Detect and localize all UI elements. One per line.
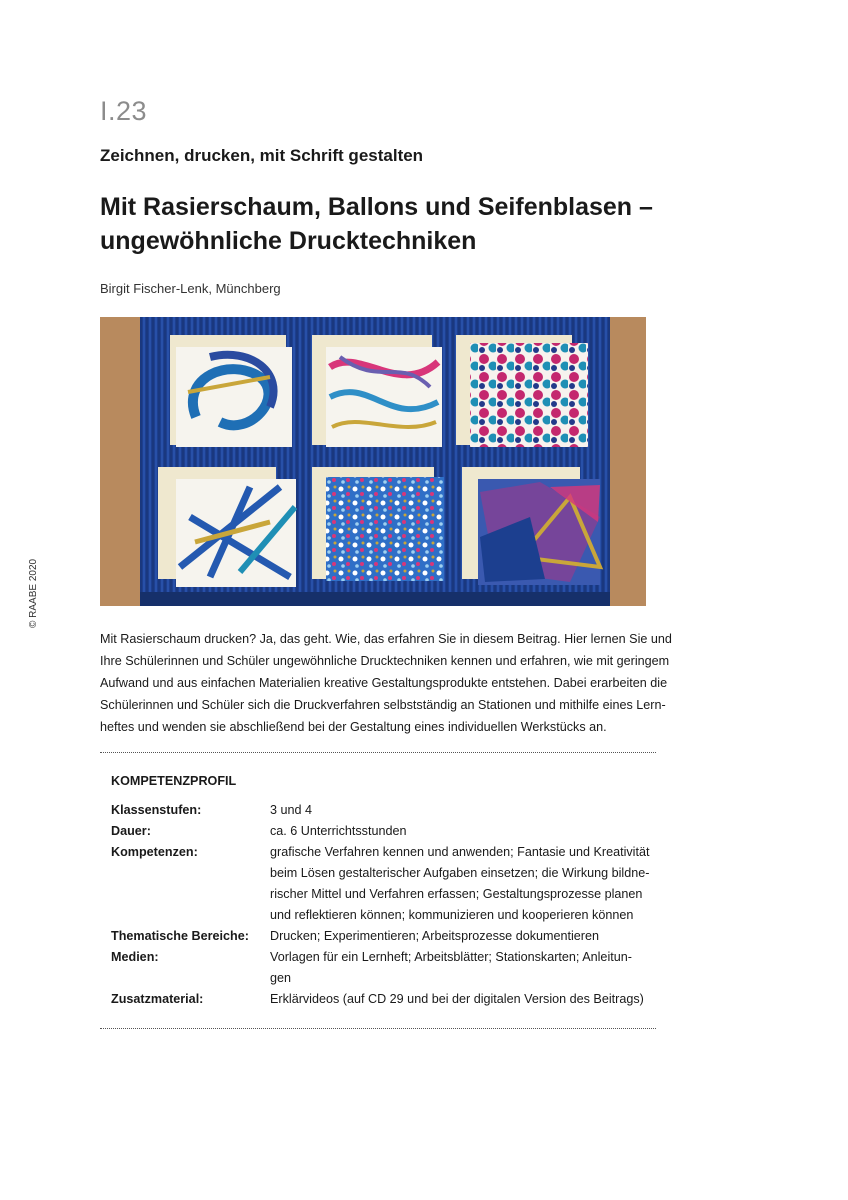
profile-row-grade	[111, 800, 656, 821]
profile-value	[270, 842, 656, 926]
intro-paragraph	[100, 628, 672, 738]
profile-value-line: grafische Verfahren kennen und anwenden; Fantasie und Kreativität	[270, 845, 650, 859]
profile-value-line: und reflektieren können; kommunizieren und kooperieren können	[270, 908, 634, 922]
divider-bottom	[100, 1028, 656, 1029]
article-title	[100, 190, 740, 258]
profile-value	[270, 947, 656, 989]
section-number: I.23	[100, 96, 148, 126]
profile-value-line: Drucken; Experimentieren; Arbeitsprozesse dokumentieren	[270, 929, 599, 943]
profile-row-media	[111, 947, 656, 989]
title-line-1: Mit Rasierschaum, Ballons und Seifenblasen –	[100, 193, 653, 221]
author-line: Birgit Fischer-Lenk, Münchberg	[100, 281, 281, 296]
intro-line: Mit Rasierschaum drucken? Ja, das geht. Wie, das erfahren Sie in diesem Beitrag. Hier lernen Sie und	[100, 632, 672, 646]
profile-value-line: beim Lösen gestalterischer Aufgaben einsetzen; die Wirkung bildne-	[270, 866, 650, 880]
profile-value-line: gen	[270, 971, 292, 985]
copyright-notice: © RAABE 2020	[28, 558, 39, 628]
profile-label: Zusatzmaterial:	[111, 992, 204, 1006]
profile-value-line: rischer Mittel und Verfahren erfassen; Gestaltungsprozesse planen	[270, 887, 643, 901]
artwork-photo	[100, 317, 646, 606]
profile-label: Medien:	[111, 950, 159, 964]
profile-value-line: ca. 6 Unterrichtsstunden	[270, 824, 407, 838]
intro-line: Schülerinnen und Schüler sich die Druckverfahren selbstständig an Stationen und mithilfe eines Lern-	[100, 698, 666, 712]
subject-line: Zeichnen, drucken, mit Schrift gestalten	[100, 146, 424, 165]
profile-label: Thematische Bereiche:	[111, 929, 249, 943]
profile-label: Dauer:	[111, 824, 151, 838]
profile-row-topics	[111, 926, 656, 947]
title-line-2: ungewöhnliche Drucktechniken	[100, 227, 477, 255]
intro-line: Aufwand und aus einfachen Materialien kreative Gestaltungsprodukte entstehen. Dabei erarbeiten die	[100, 676, 668, 690]
profile-value-line: 3 und 4	[270, 803, 313, 817]
profile-value	[270, 800, 656, 821]
profile-value-line: Vorlagen für ein Lernheft; Arbeitsblätter; Stationskarten; Anleitun-	[270, 950, 632, 964]
competence-profile	[111, 800, 656, 1010]
profile-row-competences	[111, 842, 656, 926]
profile-value	[270, 926, 656, 947]
profile-heading: KOMPETENZPROFIL	[111, 774, 237, 788]
intro-line: Ihre Schülerinnen und Schüler ungewöhnliche Drucktechniken kennen und erfahren, wie mit geringem	[100, 654, 670, 668]
profile-row-duration	[111, 821, 656, 842]
profile-value	[270, 821, 656, 842]
divider-top	[100, 752, 656, 753]
profile-value-line: Erklärvideos (auf CD 29 und bei der digitalen Version des Beitrags)	[270, 992, 644, 1006]
intro-line: heftes und wenden sie abschließend bei der Gestaltung eines individuellen Werkstücks an.	[100, 720, 607, 734]
profile-label: Klassenstufen:	[111, 803, 202, 817]
profile-row-extra-material	[111, 989, 656, 1010]
profile-value	[270, 989, 656, 1010]
profile-label: Kompetenzen:	[111, 845, 198, 859]
